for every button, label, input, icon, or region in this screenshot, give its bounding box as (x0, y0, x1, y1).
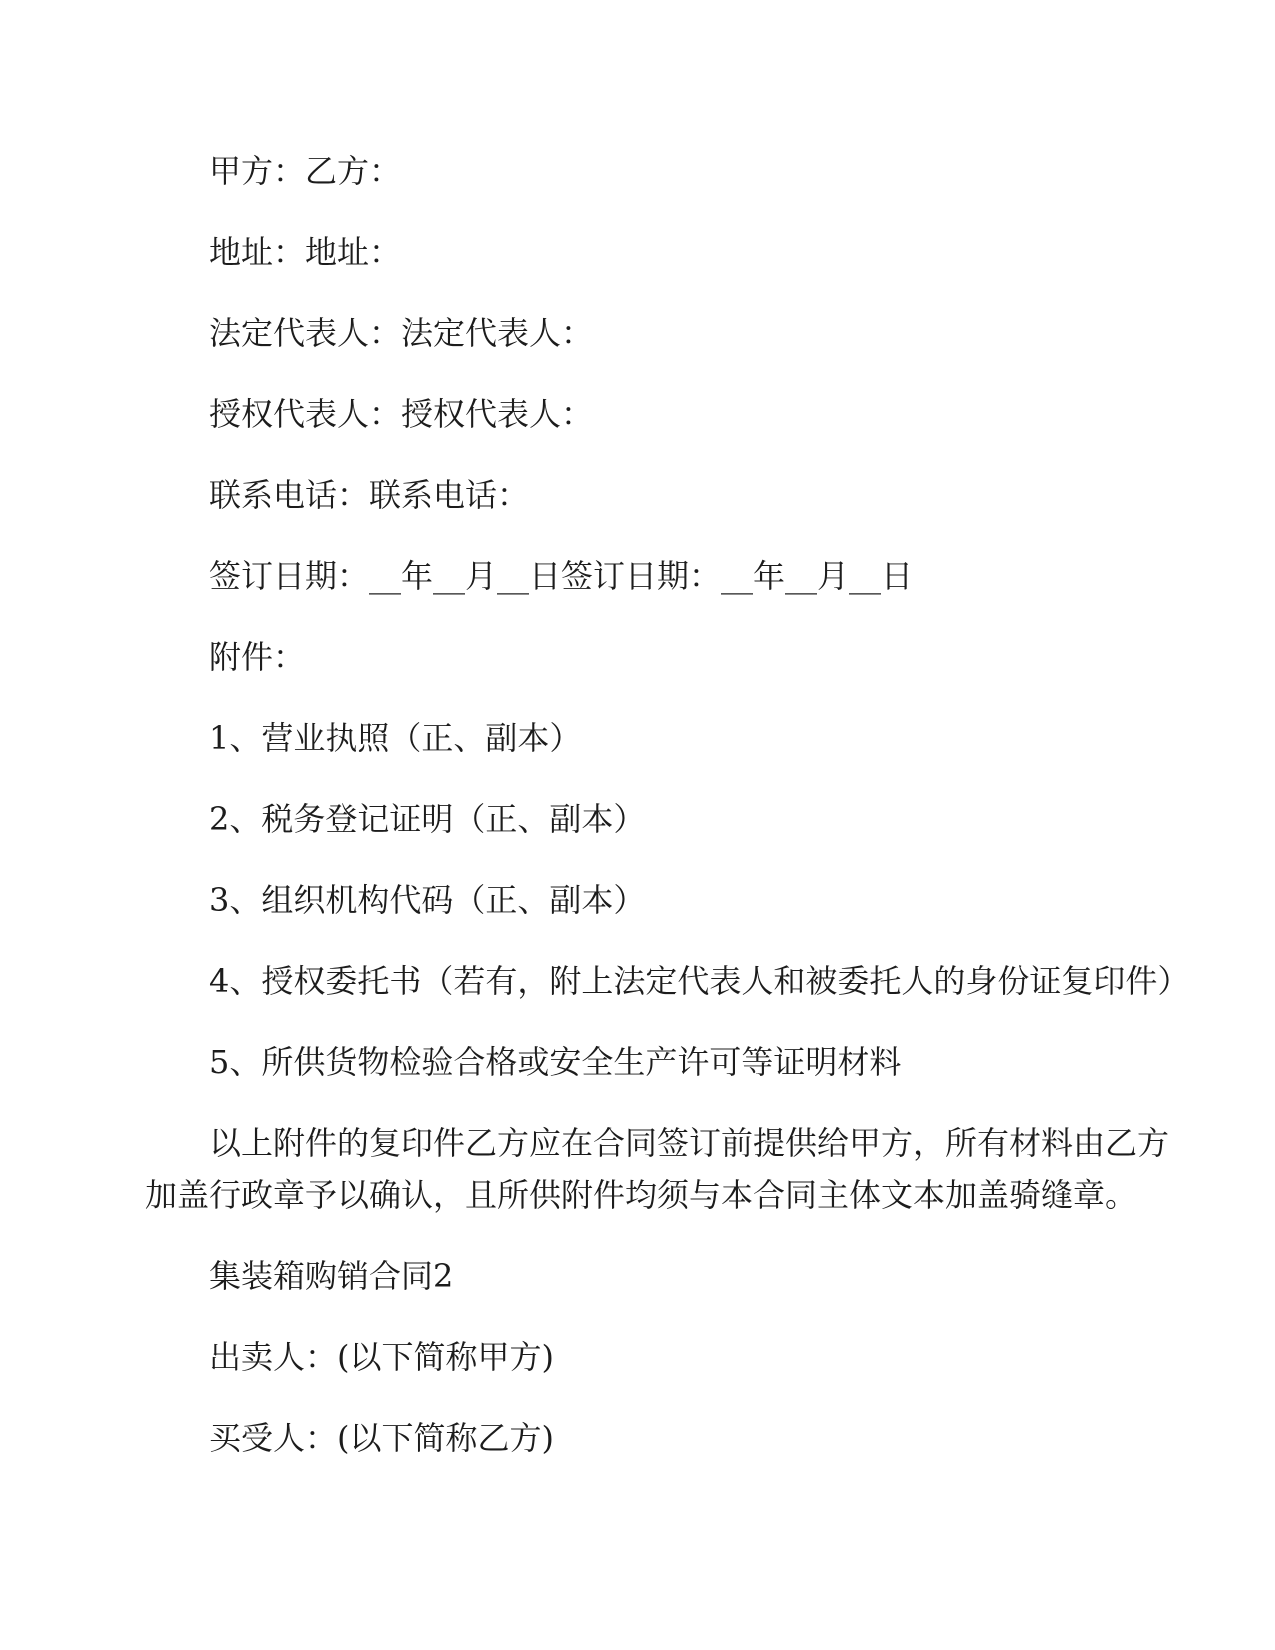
contact-phone-line: 联系电话：联系电话： (209, 476, 530, 514)
legal-representative-line: 法定代表人：法定代表人： (209, 314, 594, 352)
attachment-item-3: 3、组织机构代码（正、副本） (209, 881, 646, 919)
buyer-line: 买受人：(以下简称乙方) (209, 1419, 554, 1457)
attachments-note-paragraph: 以上附件的复印件乙方应在合同签订前提供给甲方，所有材料由乙方加盖行政章予以确认，且所供附件均须与本合同主体文本加盖骑缝章。 (145, 1124, 1170, 1214)
seller-line: 出卖人：(以下简称甲方) (209, 1338, 554, 1376)
party-a-b-line: 甲方：乙方： (209, 152, 402, 190)
attachment-item-5: 5、所供货物检验合格或安全生产许可等证明材料 (209, 1043, 902, 1081)
attachment-item-1: 1、营业执照（正、副本） (209, 719, 582, 757)
signing-date-line: 签订日期：__年__月__日签订日期：__年__月__日 (209, 557, 914, 595)
authorized-representative-line: 授权代表人：授权代表人： (209, 395, 594, 433)
attachment-item-2: 2、税务登记证明（正、副本） (209, 800, 646, 838)
attachments-heading: 附件： (209, 638, 306, 676)
address-line: 地址：地址： (209, 233, 402, 271)
section-title-contract-2: 集装箱购销合同2 (209, 1257, 454, 1295)
attachment-item-4: 4、授权委托书（若有，附上法定代表人和被委托人的身份证复印件） (209, 962, 1190, 1000)
